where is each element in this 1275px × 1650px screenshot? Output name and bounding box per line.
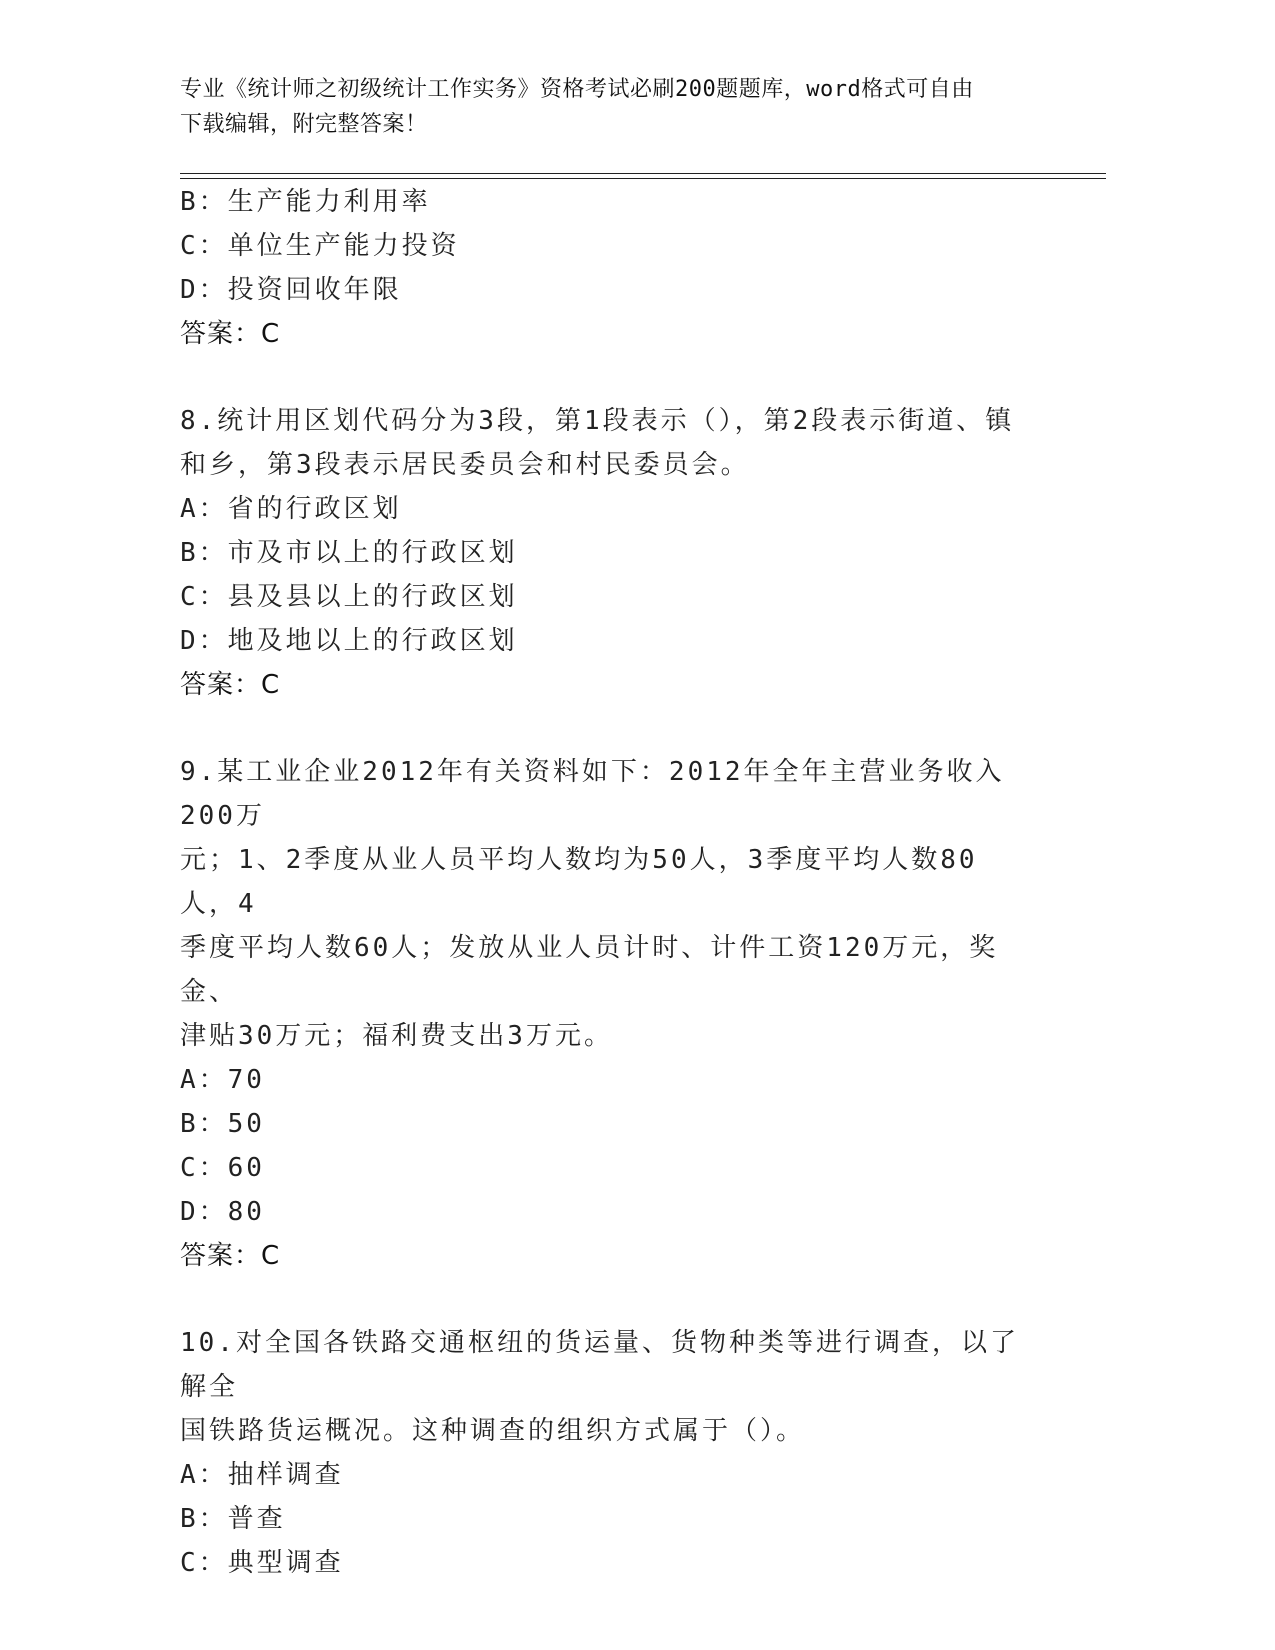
- option-c: C：单位生产能力投资: [180, 231, 460, 261]
- answer-line: 答案：C: [180, 1241, 281, 1271]
- option-b: B：生产能力利用率: [180, 187, 431, 217]
- answer-line: 答案：C: [180, 670, 281, 700]
- option-d: D：投资回收年限: [180, 275, 402, 305]
- answer-line: 答案：C: [180, 319, 281, 349]
- header-rule-bottom: [180, 178, 1106, 179]
- option-a: A：抽样调查: [180, 1460, 344, 1490]
- question-10: [180, 1321, 1060, 1585]
- header-line-2: 下载编辑，附完整答案！: [180, 112, 428, 137]
- question-7-tail: [180, 180, 1060, 356]
- option-a: A：省的行政区划: [180, 494, 402, 524]
- option-a: A：70: [180, 1065, 265, 1095]
- question-9: [180, 750, 1060, 1278]
- header-line-1: 专业《统计师之初级统计工作实务》资格考试必刷200题题库，word格式可自由: [180, 77, 974, 102]
- option-d: D：80: [180, 1197, 265, 1227]
- question-stem: 10.对全国各铁路交通枢纽的货运量、货物种类等进行调查，以了解全 国铁路货运概况。这种调查的组织方式属于（）。: [180, 1328, 1019, 1446]
- option-c: C：60: [180, 1153, 265, 1183]
- option-b: B：市及市以上的行政区划: [180, 538, 518, 568]
- question-stem: 9.某工业企业2012年有关资料如下：2012年全年主营业务收入200万 元；1、2季度从业人员平均人数均为50人，3季度平均人数80人，4 季度平均人数60人；发放从业人员计时、计件工资120万元，奖金、 津贴30万元；福利费支出3万元。: [180, 757, 1005, 1051]
- option-d: D：地及地以上的行政区划: [180, 626, 518, 656]
- document-body: [180, 180, 1060, 1585]
- header-rule-top: [180, 173, 1106, 174]
- option-c: C：县及县以上的行政区划: [180, 582, 518, 612]
- option-c: C：典型调查: [180, 1548, 344, 1578]
- option-b: B：50: [180, 1109, 265, 1139]
- question-8: [180, 399, 1060, 707]
- option-b: B：普查: [180, 1504, 286, 1534]
- question-stem: 8.统计用区划代码分为3段，第1段表示（），第2段表示街道、镇 和乡，第3段表示居民委员会和村民委员会。: [180, 406, 1015, 480]
- document-header: [180, 72, 1060, 142]
